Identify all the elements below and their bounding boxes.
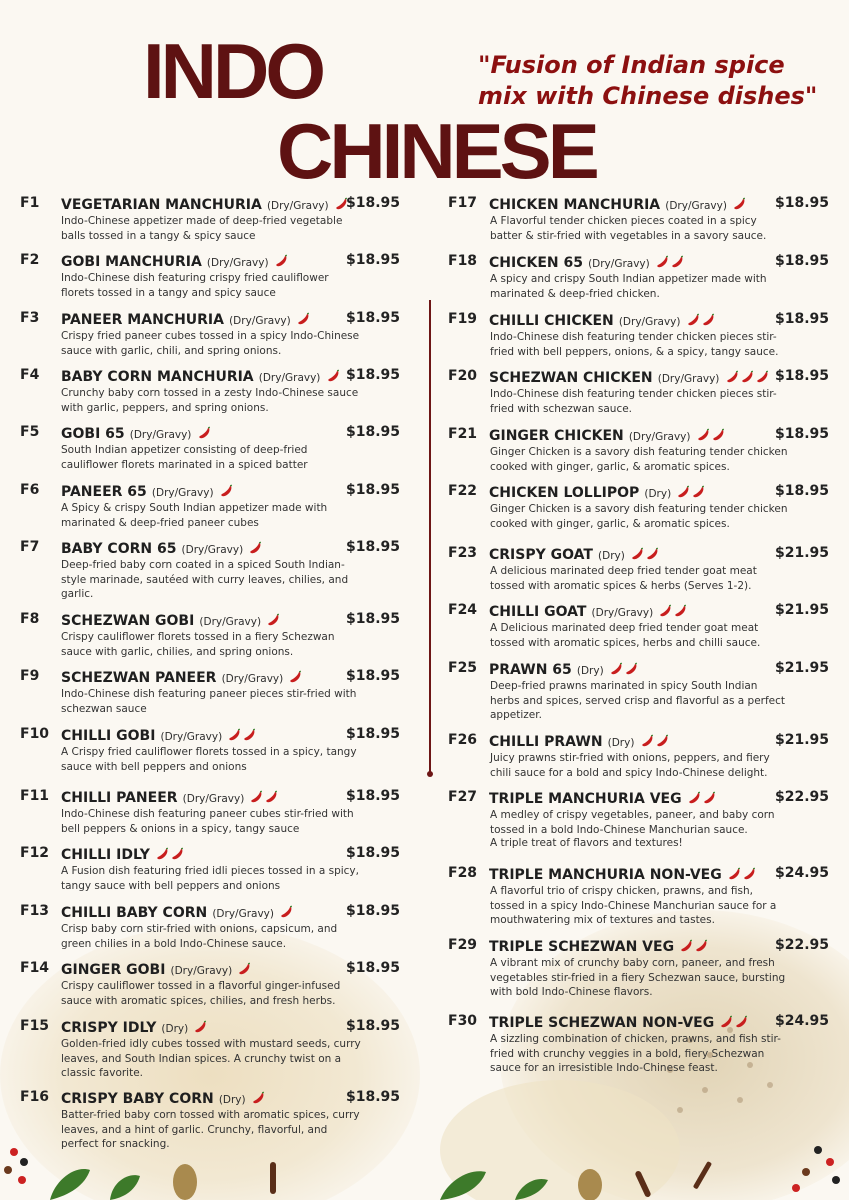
item-style: (Dry/Gravy) (229, 315, 291, 327)
item-style: (Dry) (161, 1023, 189, 1035)
item-code: F21 (448, 426, 478, 442)
item-style: (Dry/Gravy) (618, 316, 681, 328)
chili-pepper-icon (630, 547, 645, 561)
column-divider (429, 300, 431, 772)
item-name: CHILLI PANEER (61, 790, 178, 806)
item-code: F16 (20, 1089, 50, 1105)
item-code: F2 (20, 252, 40, 268)
title-line-indo: INDO (143, 27, 322, 115)
item-description: A Fusion dish featuring fried idli pieces tossed in a spicy, tangy sauce with bell peppers and onions (61, 865, 359, 892)
chili-pepper-icon (734, 1015, 749, 1029)
item-description: Crispy cauliflower florets tossed in a fiery Schezwan sauce with garlic, chilies, and spring onions. (61, 631, 335, 658)
item-name: PANEER MANCHURIA (61, 312, 224, 328)
item-heading (489, 311, 716, 331)
item-heading (61, 195, 349, 215)
item-style: (Dry/Gravy) (221, 673, 284, 685)
item-price: $18.95 (774, 426, 829, 442)
chili-pepper-icon (687, 791, 702, 805)
item-description: A vibrant mix of crunchy baby corn, paneer, and fresh vegetables stir-fried in a fiery Schezwan sauce, bursting with bold Indo-Chinese flavors. (490, 957, 786, 998)
item-heading (61, 845, 185, 864)
item-style: (Dry/Gravy) (266, 200, 329, 212)
item-style: (Dry/Gravy) (151, 487, 214, 499)
item-description: Ginger Chicken is a savory dish featuring tender chicken cooked with ginger, garlic, & aromatic spices. (490, 503, 788, 530)
item-price: $21.95 (774, 660, 829, 676)
item-heading (489, 660, 639, 680)
item-style: (Dry) (576, 665, 604, 677)
chili-pepper-icon (727, 867, 742, 881)
item-price: $24.95 (774, 1013, 829, 1029)
item-style: (Dry/Gravy) (657, 373, 720, 385)
item-price: $18.95 (774, 368, 829, 384)
column-divider-dot (427, 771, 433, 777)
item-price: $18.95 (345, 367, 400, 383)
item-price: $18.95 (345, 726, 400, 742)
chili-pepper-icon (237, 962, 252, 976)
item-style: (Dry/Gravy) (591, 607, 654, 619)
item-price: $18.95 (345, 310, 400, 326)
chili-pepper-icon (655, 255, 670, 269)
item-heading (61, 726, 257, 746)
item-name: CHICKEN MANCHURIA (489, 197, 661, 213)
item-description: Indo-Chinese dish featuring crispy fried cauliflower florets tossed in a tangy and spicy sauce (61, 272, 329, 299)
chili-pepper-icon (219, 484, 234, 498)
chili-pepper-icon (696, 428, 711, 442)
item-code: F20 (448, 368, 478, 384)
item-heading (61, 482, 234, 502)
item-style: (Dry/Gravy) (588, 258, 650, 270)
item-heading (489, 253, 685, 273)
item-name: CHILLI GOAT (489, 604, 587, 620)
item-description: Ginger Chicken is a savory dish featuring tender chicken cooked with ginger, garlic, & aromatic spices. (490, 446, 788, 473)
item-price: $18.95 (345, 903, 400, 919)
item-name: PANEER 65 (61, 484, 147, 500)
item-style: (Dry/Gravy) (206, 257, 269, 269)
chili-pepper-icon (242, 728, 257, 742)
item-code: F26 (448, 732, 478, 748)
chili-pepper-icon (755, 370, 770, 384)
item-heading (61, 788, 279, 808)
item-code: F1 (20, 195, 40, 211)
item-description: Crunchy baby corn tossed in a zesty Indo-Chinese sauce with garlic, peppers, and spring onions. (61, 387, 359, 414)
chili-pepper-icon (670, 255, 685, 269)
item-heading (61, 611, 281, 631)
item-description: Indo-Chinese dish featuring tender chicken pieces stir-fried with schezwan sauce. (490, 388, 777, 415)
item-heading (61, 1089, 266, 1109)
chili-pepper-icon (326, 369, 341, 383)
item-code: F5 (20, 424, 40, 440)
item-style: (Dry/Gravy) (212, 908, 274, 920)
item-style: (Dry) (607, 737, 635, 749)
item-code: F25 (448, 660, 478, 676)
item-price: $18.95 (345, 1018, 400, 1034)
chili-pepper-icon (249, 790, 264, 804)
item-code: F7 (20, 539, 40, 555)
item-description: A Crispy fried cauliflower florets tossed in a spicy, tangy sauce with bell peppers and onions (61, 746, 357, 773)
item-price: $22.95 (774, 789, 829, 805)
item-price: $18.95 (774, 483, 829, 499)
item-name: TRIPLE SCHEZWAN NON-VEG (489, 1015, 715, 1031)
chili-pepper-icon (640, 734, 655, 748)
chili-pepper-icon (719, 1015, 734, 1029)
item-heading (489, 865, 757, 884)
item-name: TRIPLE MANCHURIA VEG (489, 791, 682, 807)
item-code: F14 (20, 960, 50, 976)
chili-pepper-icon (248, 541, 263, 555)
item-style: (Dry/Gravy) (170, 965, 233, 977)
item-style: (Dry/Gravy) (181, 544, 244, 556)
item-name: SCHEZWAN GOBI (61, 613, 195, 629)
item-name: CHICKEN 65 (489, 255, 583, 271)
chili-pepper-icon (702, 791, 717, 805)
item-name: CHICKEN LOLLIPOP (489, 485, 640, 501)
item-name: TRIPLE MANCHURIA NON-VEG (489, 867, 722, 883)
item-heading (489, 483, 706, 503)
item-name: CHILLI GOBI (61, 728, 156, 744)
item-heading (61, 960, 252, 980)
item-heading (489, 789, 717, 808)
item-name: CHILLI BABY CORN (61, 905, 208, 921)
item-price: $18.95 (345, 668, 400, 684)
item-heading (489, 426, 726, 446)
item-heading (61, 668, 303, 688)
item-name: GOBI 65 (61, 426, 125, 442)
item-code: F3 (20, 310, 40, 326)
item-style: (Dry/Gravy) (665, 200, 727, 212)
item-style: (Dry/Gravy) (129, 429, 192, 441)
item-name: CHILLI PRAWN (489, 734, 603, 750)
item-code: F17 (448, 195, 478, 211)
item-price: $21.95 (774, 732, 829, 748)
item-heading (489, 195, 747, 215)
item-heading (489, 368, 770, 388)
chili-pepper-icon (711, 428, 726, 442)
item-description: Deep-fried prawns marinated in spicy South Indian herbs and spices, served crisp and flavorful as a perfect appetizer. (490, 680, 786, 721)
item-price: $18.95 (345, 788, 400, 804)
item-name: SCHEZWAN CHICKEN (489, 370, 653, 386)
chili-pepper-icon (679, 939, 694, 953)
item-code: F13 (20, 903, 50, 919)
item-price: $18.95 (345, 482, 400, 498)
item-price: $18.95 (345, 424, 400, 440)
item-heading (489, 602, 688, 622)
item-description: Indo-Chinese dish featuring tender chicken pieces stir-fried with bell peppers, onions, & a spicy, tangy sauce. (490, 331, 779, 358)
item-name: BABY CORN MANCHURIA (61, 369, 254, 385)
item-heading (489, 545, 660, 565)
item-heading (489, 1013, 749, 1032)
item-description: Indo-Chinese dish featuring paneer pieces stir-fried with schezwan sauce (61, 688, 357, 715)
item-heading (61, 310, 311, 330)
item-style: (Dry/Gravy) (628, 431, 691, 443)
item-name: SCHEZWAN PANEER (61, 670, 217, 686)
item-name: GINGER GOBI (61, 962, 166, 978)
item-heading (61, 539, 263, 559)
item-description-note: A triple treat of flavors and textures! (490, 837, 683, 849)
chili-pepper-icon (279, 905, 294, 919)
item-style: (Dry) (644, 488, 672, 500)
item-code: F12 (20, 845, 50, 861)
chili-pepper-icon (732, 197, 747, 211)
item-heading (61, 252, 289, 272)
item-code: F19 (448, 311, 478, 327)
item-description: Golden-fried idly cubes tossed with mustard seeds, curry leaves, and South Indian spices. A crunchy twist on a classic favorite. (61, 1038, 361, 1079)
chili-pepper-icon (742, 867, 757, 881)
chili-pepper-icon (227, 728, 242, 742)
item-name: BABY CORN 65 (61, 541, 177, 557)
chili-pepper-icon (264, 790, 279, 804)
item-code: F9 (20, 668, 40, 684)
item-name: CRISPY BABY CORN (61, 1091, 214, 1107)
chili-pepper-icon (658, 604, 673, 618)
item-code: F11 (20, 788, 50, 804)
item-name: GOBI MANCHURIA (61, 254, 202, 270)
item-description: South Indian appetizer consisting of deep-fried cauliflower florets marinated in a spiced batter (61, 444, 308, 471)
chili-pepper-icon (274, 254, 289, 268)
item-code: F15 (20, 1018, 50, 1034)
item-price: $18.95 (345, 960, 400, 976)
item-code: F6 (20, 482, 40, 498)
item-price: $18.95 (774, 311, 829, 327)
chili-pepper-icon (296, 312, 311, 326)
chili-pepper-icon (701, 313, 716, 327)
chili-pepper-icon (673, 604, 688, 618)
item-name: VEGETARIAN MANCHURIA (61, 197, 262, 213)
item-description: Deep-fried baby corn coated in a spiced South Indian-style marinade, sautéed with curry leaves, chilies, and garlic. (61, 559, 349, 600)
item-code: F23 (448, 545, 478, 561)
chili-pepper-icon (170, 847, 185, 861)
item-description: Indo-Chinese appetizer made of deep-fried vegetable balls tossed in a tangy & spicy sauce (61, 215, 343, 242)
item-name: CHILLI IDLY (61, 847, 150, 863)
item-style: (Dry/Gravy) (160, 731, 223, 743)
item-heading (61, 1018, 208, 1038)
item-code: F8 (20, 611, 40, 627)
chili-pepper-icon (740, 370, 755, 384)
item-description: Crisp baby corn stir-fried with onions, capsicum, and green chilies in a bold Indo-Chinese sauce. (61, 923, 338, 950)
chili-pepper-icon (645, 547, 660, 561)
item-style: (Dry) (218, 1094, 246, 1106)
item-description: Crispy cauliflower tossed in a flavorful ginger-infused sauce with aromatic spices, chilies, and fresh herbs. (61, 980, 341, 1007)
item-price: $18.95 (345, 845, 400, 861)
chili-pepper-icon (266, 613, 281, 627)
chili-pepper-icon (655, 734, 670, 748)
item-style: (Dry/Gravy) (182, 793, 245, 805)
item-description: Indo-Chinese dish featuring paneer cubes stir-fried with bell peppers & onions in a spicy, tangy sauce (61, 808, 354, 835)
item-heading (61, 903, 294, 923)
item-style: (Dry/Gravy) (199, 616, 262, 628)
item-code: F30 (448, 1013, 478, 1029)
item-description: A delicious marinated deep fried tender goat meat tossed with aromatic spices & herbs (Serves 1-2). (490, 565, 757, 592)
item-price: $18.95 (345, 539, 400, 555)
item-name: CHILLI CHICKEN (489, 313, 614, 329)
item-code: F28 (448, 865, 478, 881)
item-description: A flavorful trio of crispy chicken, prawns, and fish, tossed in a spicy Indo-Chinese Manchurian sauce for a mouthwatering mix of textures and tastes. (490, 885, 777, 926)
item-description: Batter-fried baby corn tossed with aromatic spices, curry leaves, and a hint of garlic. Crunchy, flavorful, and perfect for snacking. (61, 1109, 360, 1150)
item-code: F4 (20, 367, 40, 383)
item-price: $24.95 (774, 865, 829, 881)
item-heading (489, 937, 709, 956)
chili-pepper-icon (686, 313, 701, 327)
item-description: Crispy fried paneer cubes tossed in a spicy Indo-Chinese sauce with garlic, chili, and spring onions. (61, 330, 360, 357)
item-heading (61, 424, 212, 444)
chili-pepper-icon (691, 485, 706, 499)
item-description: A Spicy & crispy South Indian appetizer made with marinated & deep-fried paneer cubes (61, 502, 328, 529)
item-price: $18.95 (774, 253, 829, 269)
item-description: A medley of crispy vegetables, paneer, and baby corn tossed in a bold Indo-Chinese Manchurian sauce. (490, 809, 775, 836)
item-description: A Flavorful tender chicken pieces coated in a spicy batter & stir-fried with vegetables in a savory sauce. (490, 215, 767, 242)
item-price: $22.95 (774, 937, 829, 953)
item-code: F24 (448, 602, 478, 618)
item-name: CRISPY GOAT (489, 547, 593, 563)
item-code: F18 (448, 253, 478, 269)
item-price: $18.95 (774, 195, 829, 211)
item-code: F22 (448, 483, 478, 499)
chili-pepper-icon (676, 485, 691, 499)
item-name: CRISPY IDLY (61, 1020, 157, 1036)
chili-pepper-icon (251, 1091, 266, 1105)
item-name: PRAWN 65 (489, 662, 572, 678)
chili-pepper-icon (725, 370, 740, 384)
item-description: A spicy and crispy South Indian appetizer made with marinated & deep-fried chicken. (490, 273, 767, 300)
item-price: $21.95 (774, 602, 829, 618)
item-code: F10 (20, 726, 50, 742)
item-description: A Delicious marinated deep fried tender goat meat tossed with aromatic spices, herbs and chilli sauce. (490, 622, 761, 649)
chili-pepper-icon (193, 1020, 208, 1034)
item-code: F27 (448, 789, 478, 805)
chili-pepper-icon (624, 662, 639, 676)
title-line-chinese: CHINESE (277, 107, 596, 195)
item-price: $21.95 (774, 545, 829, 561)
item-name: TRIPLE SCHEZWAN VEG (489, 939, 675, 955)
chili-pepper-icon (288, 670, 303, 684)
item-description: A sizzling combination of chicken, prawns, and fish stir-fried with crunchy veggies in a bold, fiery Schezwan sauce for an irresistible Indo-Chinese feast. (490, 1033, 781, 1074)
item-price: $18.95 (345, 252, 400, 268)
chili-pepper-icon (197, 426, 212, 440)
item-code: F29 (448, 937, 478, 953)
item-style: (Dry/Gravy) (258, 372, 321, 384)
item-description: Juicy prawns stir-fried with onions, peppers, and fiery chili sauce for a bold and spicy Indo-Chinese delight. (490, 752, 770, 779)
chili-pepper-icon (694, 939, 709, 953)
item-heading (489, 732, 670, 752)
item-heading (61, 367, 341, 387)
item-name: GINGER CHICKEN (489, 428, 624, 444)
tagline: "Fusion of Indian spice mix with Chinese dishes" (478, 51, 818, 110)
item-price: $18.95 (345, 1089, 400, 1105)
chili-pepper-icon (609, 662, 624, 676)
chili-pepper-icon (155, 847, 170, 861)
item-price: $18.95 (345, 611, 400, 627)
item-style: (Dry) (598, 550, 625, 562)
item-price: $18.95 (345, 195, 400, 211)
